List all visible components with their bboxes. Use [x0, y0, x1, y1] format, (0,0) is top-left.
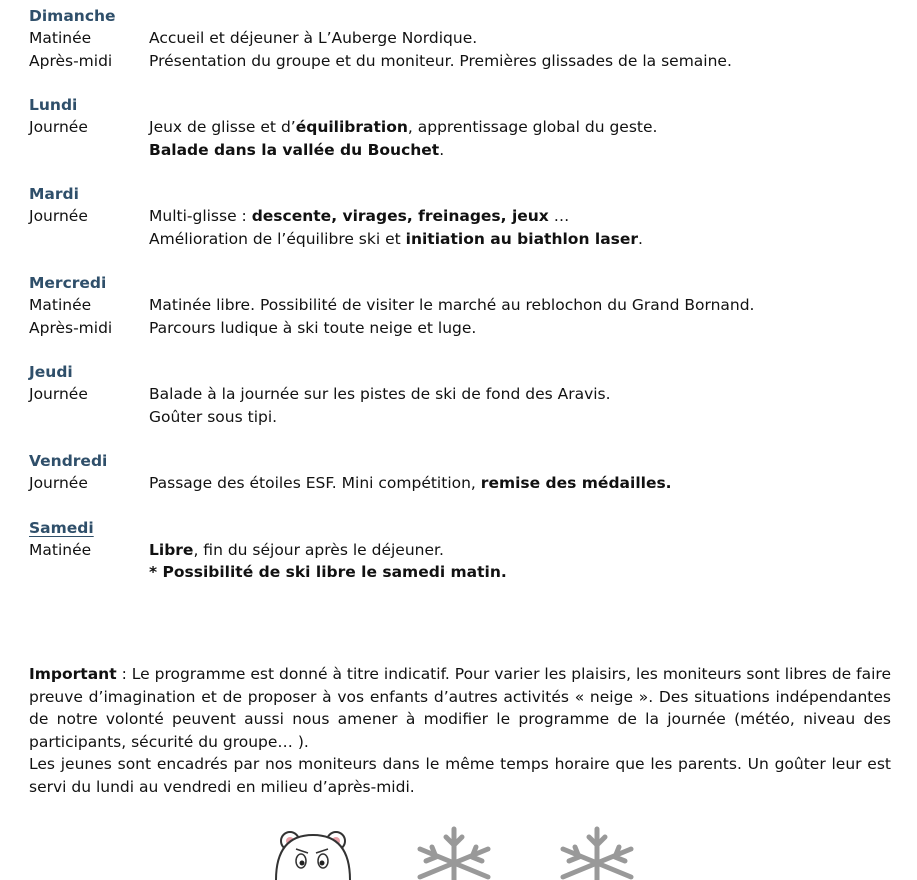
- description-text: …: [548, 207, 570, 225]
- activity-description: [149, 50, 891, 73]
- time-slot: Matinée: [29, 296, 92, 314]
- schedule-row: [29, 383, 891, 406]
- description-text: , fin du séjour après le déjeuner.: [193, 540, 444, 559]
- highlight-text: remise des médailles.: [480, 474, 672, 492]
- activity-description: [149, 539, 891, 562]
- day-block: [29, 361, 891, 428]
- time-slot: [29, 561, 149, 584]
- schedule-row: [29, 205, 891, 228]
- time-slot: Après-midi: [29, 51, 113, 70]
- time-slot: Journée: [29, 118, 88, 136]
- day-block: [29, 5, 891, 72]
- description-text: .: [638, 229, 643, 248]
- day-block: [29, 183, 891, 250]
- schedule-row: [29, 539, 891, 562]
- activity-description: [149, 472, 891, 495]
- time-slot: [29, 139, 149, 162]
- time-slot: Matinée: [29, 540, 92, 559]
- schedule-row: [29, 294, 891, 317]
- highlight-text: Balade dans la vallée du Bouchet: [149, 140, 440, 159]
- logo-strip: [0, 825, 917, 880]
- time-slot: Journée: [29, 385, 88, 403]
- day-block: [29, 450, 891, 495]
- day-block: [29, 517, 891, 584]
- schedule-row: [29, 228, 891, 251]
- description-text: Balade à la journée sur les pistes de ski de fond des Aravis.: [149, 385, 611, 403]
- time-slot: [29, 406, 149, 429]
- highlight-text: * Possibilité de ski libre le samedi matin.: [149, 563, 507, 581]
- schedule-row: [29, 27, 891, 50]
- schedule-row: [29, 50, 891, 73]
- activity-description: [149, 116, 891, 139]
- important-label: Important: [29, 665, 117, 683]
- day-name: Vendredi: [29, 452, 108, 470]
- description-text: .: [439, 140, 445, 159]
- time-slot: Journée: [29, 207, 88, 225]
- activity-description: [149, 139, 891, 162]
- description-text: Parcours ludique à ski toute neige et luge.: [149, 318, 477, 337]
- activity-description: [149, 27, 891, 50]
- time-slot: Après-midi: [29, 318, 113, 337]
- schedule-row: [29, 472, 891, 495]
- day-block: [29, 272, 891, 339]
- time-slot: Journée: [29, 474, 88, 492]
- activity-description: [149, 406, 891, 429]
- description-text: Amélioration de l’équilibre ski et: [149, 229, 406, 248]
- important-note: [29, 663, 891, 798]
- activity-description: [149, 228, 891, 251]
- activity-description: [149, 383, 891, 406]
- day-name: Jeudi: [29, 363, 73, 381]
- description-text: Multi-glisse :: [149, 207, 252, 225]
- snowflake-icon: [410, 825, 498, 880]
- supervision-paragraph: Les jeunes sont encadrés par nos moniteurs dans le même temps horaire que les parents. Un goûter leur est servi du lundi au vendredi en milieu d’après-midi.: [29, 755, 891, 796]
- schedule-row: [29, 561, 891, 584]
- activity-description: [149, 317, 891, 340]
- highlight-text: descente, virages, freinages, jeux: [251, 207, 549, 225]
- day-name: Samedi: [29, 518, 94, 537]
- schedule-row: [29, 317, 891, 340]
- schedule-row: [29, 116, 891, 139]
- snowflake-icon: [553, 825, 641, 880]
- highlight-text: Libre: [149, 540, 194, 559]
- day-name: Mardi: [29, 185, 79, 203]
- description-text: Goûter sous tipi.: [149, 407, 278, 426]
- time-slot: Matinée: [29, 29, 92, 47]
- polar-bear-icon: [268, 825, 358, 880]
- description-text: Présentation du groupe et du moniteur. Premières glissades de la semaine.: [149, 51, 732, 70]
- description-text: Accueil et déjeuner à L’Auberge Nordique.: [149, 29, 478, 47]
- activity-description: [149, 561, 891, 584]
- day-block: [29, 94, 891, 161]
- day-name: Dimanche: [29, 7, 116, 25]
- schedule-row: [29, 406, 891, 429]
- time-slot: [29, 228, 149, 251]
- schedule: [29, 5, 891, 606]
- day-name: Mercredi: [29, 274, 107, 292]
- important-text: : Le programme est donné à titre indicatif. Pour varier les plaisirs, les moniteurs sont libres de faire preuve d’imagination et de proposer à vos enfants d’autres activités « neige ». Des situations indépendantes de notre volonté peuvent aussi nous amener à modifier le programme de la journée (météo, niveau des participants, sécurité du groupe… ).: [29, 665, 891, 751]
- activity-description: [149, 294, 891, 317]
- important-paragraph: [29, 663, 891, 753]
- highlight-text: équilibration: [295, 118, 408, 136]
- description-text: Jeux de glisse et d’: [149, 118, 296, 136]
- description-text: Passage des étoiles ESF. Mini compétition,: [149, 474, 481, 492]
- day-name: Lundi: [29, 96, 78, 114]
- description-text: Matinée libre. Possibilité de visiter le marché au reblochon du Grand Bornand.: [149, 296, 755, 314]
- activity-description: [149, 205, 891, 228]
- schedule-row: [29, 139, 891, 162]
- description-text: , apprentissage global du geste.: [407, 118, 658, 136]
- highlight-text: initiation au biathlon laser: [405, 229, 639, 248]
